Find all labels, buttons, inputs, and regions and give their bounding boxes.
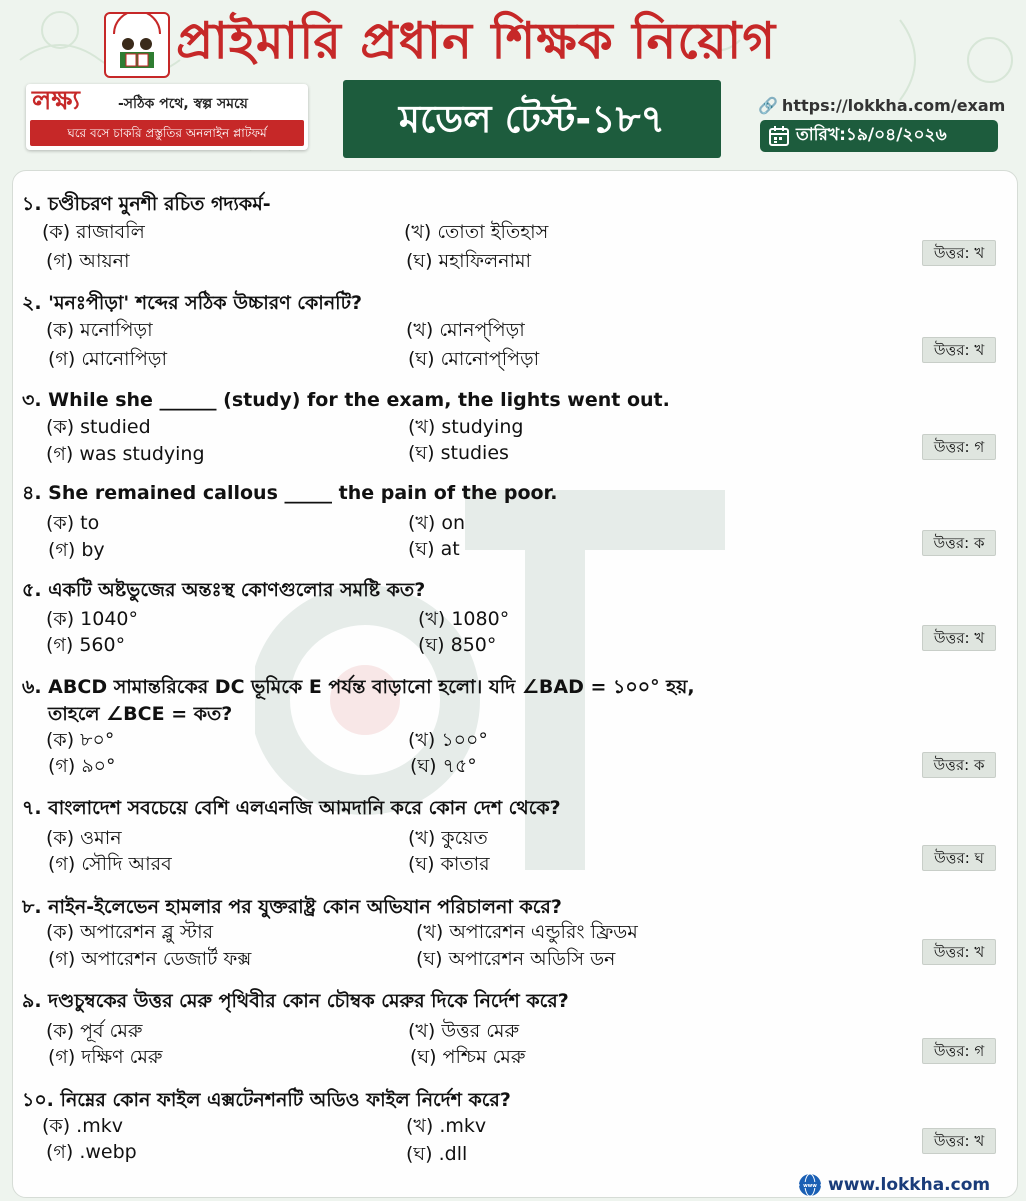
option-ga[interactable]: (গ) আয়না — [46, 250, 130, 272]
question-title: ১. চণ্ডীচরণ মুনশী রচিত গদ্যকর্ম- — [22, 193, 271, 215]
option-ga[interactable]: (গ) মোনোপিড়া — [48, 348, 167, 370]
header-logo — [104, 12, 170, 78]
calendar-icon — [768, 125, 790, 147]
option-ga[interactable]: (গ) ৯০° — [48, 755, 116, 777]
option-kha[interactable]: (খ) উত্তর মেরু — [408, 1020, 520, 1042]
option-ga[interactable]: (গ) 560° — [46, 634, 126, 656]
date-badge — [760, 120, 998, 152]
option-kha[interactable]: (খ) মোনপ্‌পিড়া — [406, 319, 525, 341]
option-gha[interactable]: (ঘ) পশ্চিম মেরু — [410, 1046, 526, 1068]
answer-badge: উত্তর: গ — [922, 434, 996, 460]
option-ka[interactable]: (ক) পূর্ব মেরু — [46, 1020, 143, 1042]
option-gha[interactable]: (ঘ) ৭৫° — [410, 755, 477, 777]
footer-website[interactable] — [798, 1172, 990, 1198]
option-gha[interactable]: (ঘ) মোনোপ্‌পিড়া — [408, 348, 540, 370]
option-gha[interactable]: (ঘ) studies — [408, 442, 509, 464]
question-title: ৪. She remained callous _____ the pain of the poor. — [22, 482, 558, 504]
answer-badge: উত্তর: গ — [922, 1038, 996, 1064]
globe-icon — [798, 1173, 822, 1197]
option-ga[interactable]: (গ) দক্ষিণ মেরু — [48, 1046, 163, 1068]
svg-text:www: www — [803, 1183, 817, 1189]
question-title: ৯. দণ্ডচুম্বকের উত্তর মেরু পৃথিবীর কোন চৌম্বক মেরুর দিকে নির্দেশ করে? — [22, 990, 569, 1012]
brand-logo: লক্ষ্য — [32, 86, 80, 116]
brand-subtitle: ঘরে বসে চাকরি প্রস্তুতির অনলাইন প্লাটফর্ম — [30, 120, 304, 146]
question-title: ১০. নিম্নের কোন ফাইল এক্সটেনশনটি অডিও ফাইল নির্দেশ করে? — [22, 1089, 511, 1111]
exam-url[interactable] — [758, 92, 1005, 118]
option-gha[interactable]: (ঘ) কাতার — [408, 853, 490, 875]
answer-badge: উত্তর: খ — [922, 240, 996, 266]
option-ga[interactable]: (গ) অপারেশন ডেজার্ট ফক্স — [48, 948, 252, 970]
option-ka[interactable]: (ক) ওমান — [46, 827, 122, 849]
question-title-line2: তাহলে ∠BCE = কত? — [48, 703, 233, 725]
option-gha[interactable]: (ঘ) at — [408, 538, 460, 560]
option-kha[interactable]: (খ) অপারেশন এন্ডুরিং ফ্রিডম — [416, 921, 638, 943]
option-kha[interactable]: (খ) তোতা ইতিহাস — [404, 221, 549, 243]
option-kha[interactable]: (খ) 1080° — [418, 608, 510, 630]
option-ka[interactable]: (ক) to — [46, 512, 100, 534]
answer-badge: উত্তর: খ — [922, 337, 996, 363]
exam-url-text: https://lokkha.com/exam — [781, 95, 1006, 115]
option-ka[interactable]: (ক) studied — [46, 416, 151, 438]
option-kha[interactable]: (খ) ১০০° — [408, 729, 488, 751]
option-ga[interactable]: (গ) সৌদি আরব — [48, 853, 172, 875]
question-title: ৫. একটি অষ্টভুজের অন্তঃস্থ কোণগুলোর সমষ্টি কত? — [22, 579, 426, 601]
question-title: ৬. ABCD সামান্তরিকের DC ভূমিকে E পর্যন্ত বাড়ানো হলো। যদি ∠BAD = ১০০° হয়, — [22, 676, 695, 698]
option-kha[interactable]: (খ) studying — [408, 416, 524, 438]
link-icon: 🔗 — [758, 95, 778, 115]
option-ka[interactable]: (ক) ৮০° — [46, 729, 115, 751]
option-ga[interactable]: (গ) .webp — [46, 1141, 137, 1163]
option-kha[interactable]: (খ) .mkv — [406, 1115, 487, 1137]
option-gha[interactable]: (ঘ) মহাফিলনামা — [406, 250, 532, 272]
model-test-title: মডেল টেস্ট-১৮৭ — [343, 80, 721, 158]
answer-badge: উত্তর: খ — [922, 1128, 996, 1154]
answer-badge: উত্তর: খ — [922, 625, 996, 651]
option-ka[interactable]: (ক) অপারেশন ব্লু স্টার — [46, 921, 214, 943]
option-ga[interactable]: (গ) by — [48, 539, 105, 561]
option-kha[interactable]: (খ) কুয়েত — [408, 827, 488, 849]
question-title: ৭. বাংলাদেশ সবচেয়ে বেশি এলএনজি আমদানি করে কোন দেশ থেকে? — [22, 797, 561, 819]
main-title: প্রাইমারি প্রধান শিক্ষক নিয়োগ — [176, 12, 777, 70]
question-title: ২. 'মনঃপীড়া' শব্দের সঠিক উচ্চারণ কোনটি? — [22, 292, 362, 314]
option-gha[interactable]: (ঘ) অপারেশন অডিসি ডন — [416, 948, 616, 970]
school-children-icon — [106, 14, 168, 76]
answer-badge: উত্তর: খ — [922, 939, 996, 965]
brand-banner — [26, 84, 308, 150]
answer-badge: উত্তর: ক — [922, 530, 996, 556]
option-gha[interactable]: (ঘ) .dll — [406, 1143, 468, 1165]
answer-badge: উত্তর: ক — [922, 752, 996, 778]
footer-website-text: www.lokkha.com — [828, 1175, 991, 1195]
option-ka[interactable]: (ক) 1040° — [46, 608, 139, 630]
option-ka[interactable]: (ক) রাজাবলি — [42, 221, 145, 243]
question-title: ৮. নাইন-ইলেভেন হামলার পর যুক্তরাষ্ট্র কোন অভিযান পরিচালনা করে? — [22, 896, 562, 918]
option-kha[interactable]: (খ) on — [408, 512, 466, 534]
option-ka[interactable]: (ক) মনোপিড়া — [46, 319, 153, 341]
question-title: ৩. While she ______ (study) for the exam, the lights went out. — [22, 389, 670, 411]
option-ga[interactable]: (গ) was studying — [46, 443, 205, 465]
answer-badge: উত্তর: ঘ — [922, 845, 996, 871]
brand-tagline: -সঠিক পথে, স্বল্প সময়ে — [118, 96, 248, 112]
option-ka[interactable]: (ক) .mkv — [42, 1115, 123, 1137]
option-gha[interactable]: (ঘ) 850° — [418, 634, 497, 656]
date-text: তারিখ:১৯/০৪/২০২৬ — [796, 125, 947, 145]
